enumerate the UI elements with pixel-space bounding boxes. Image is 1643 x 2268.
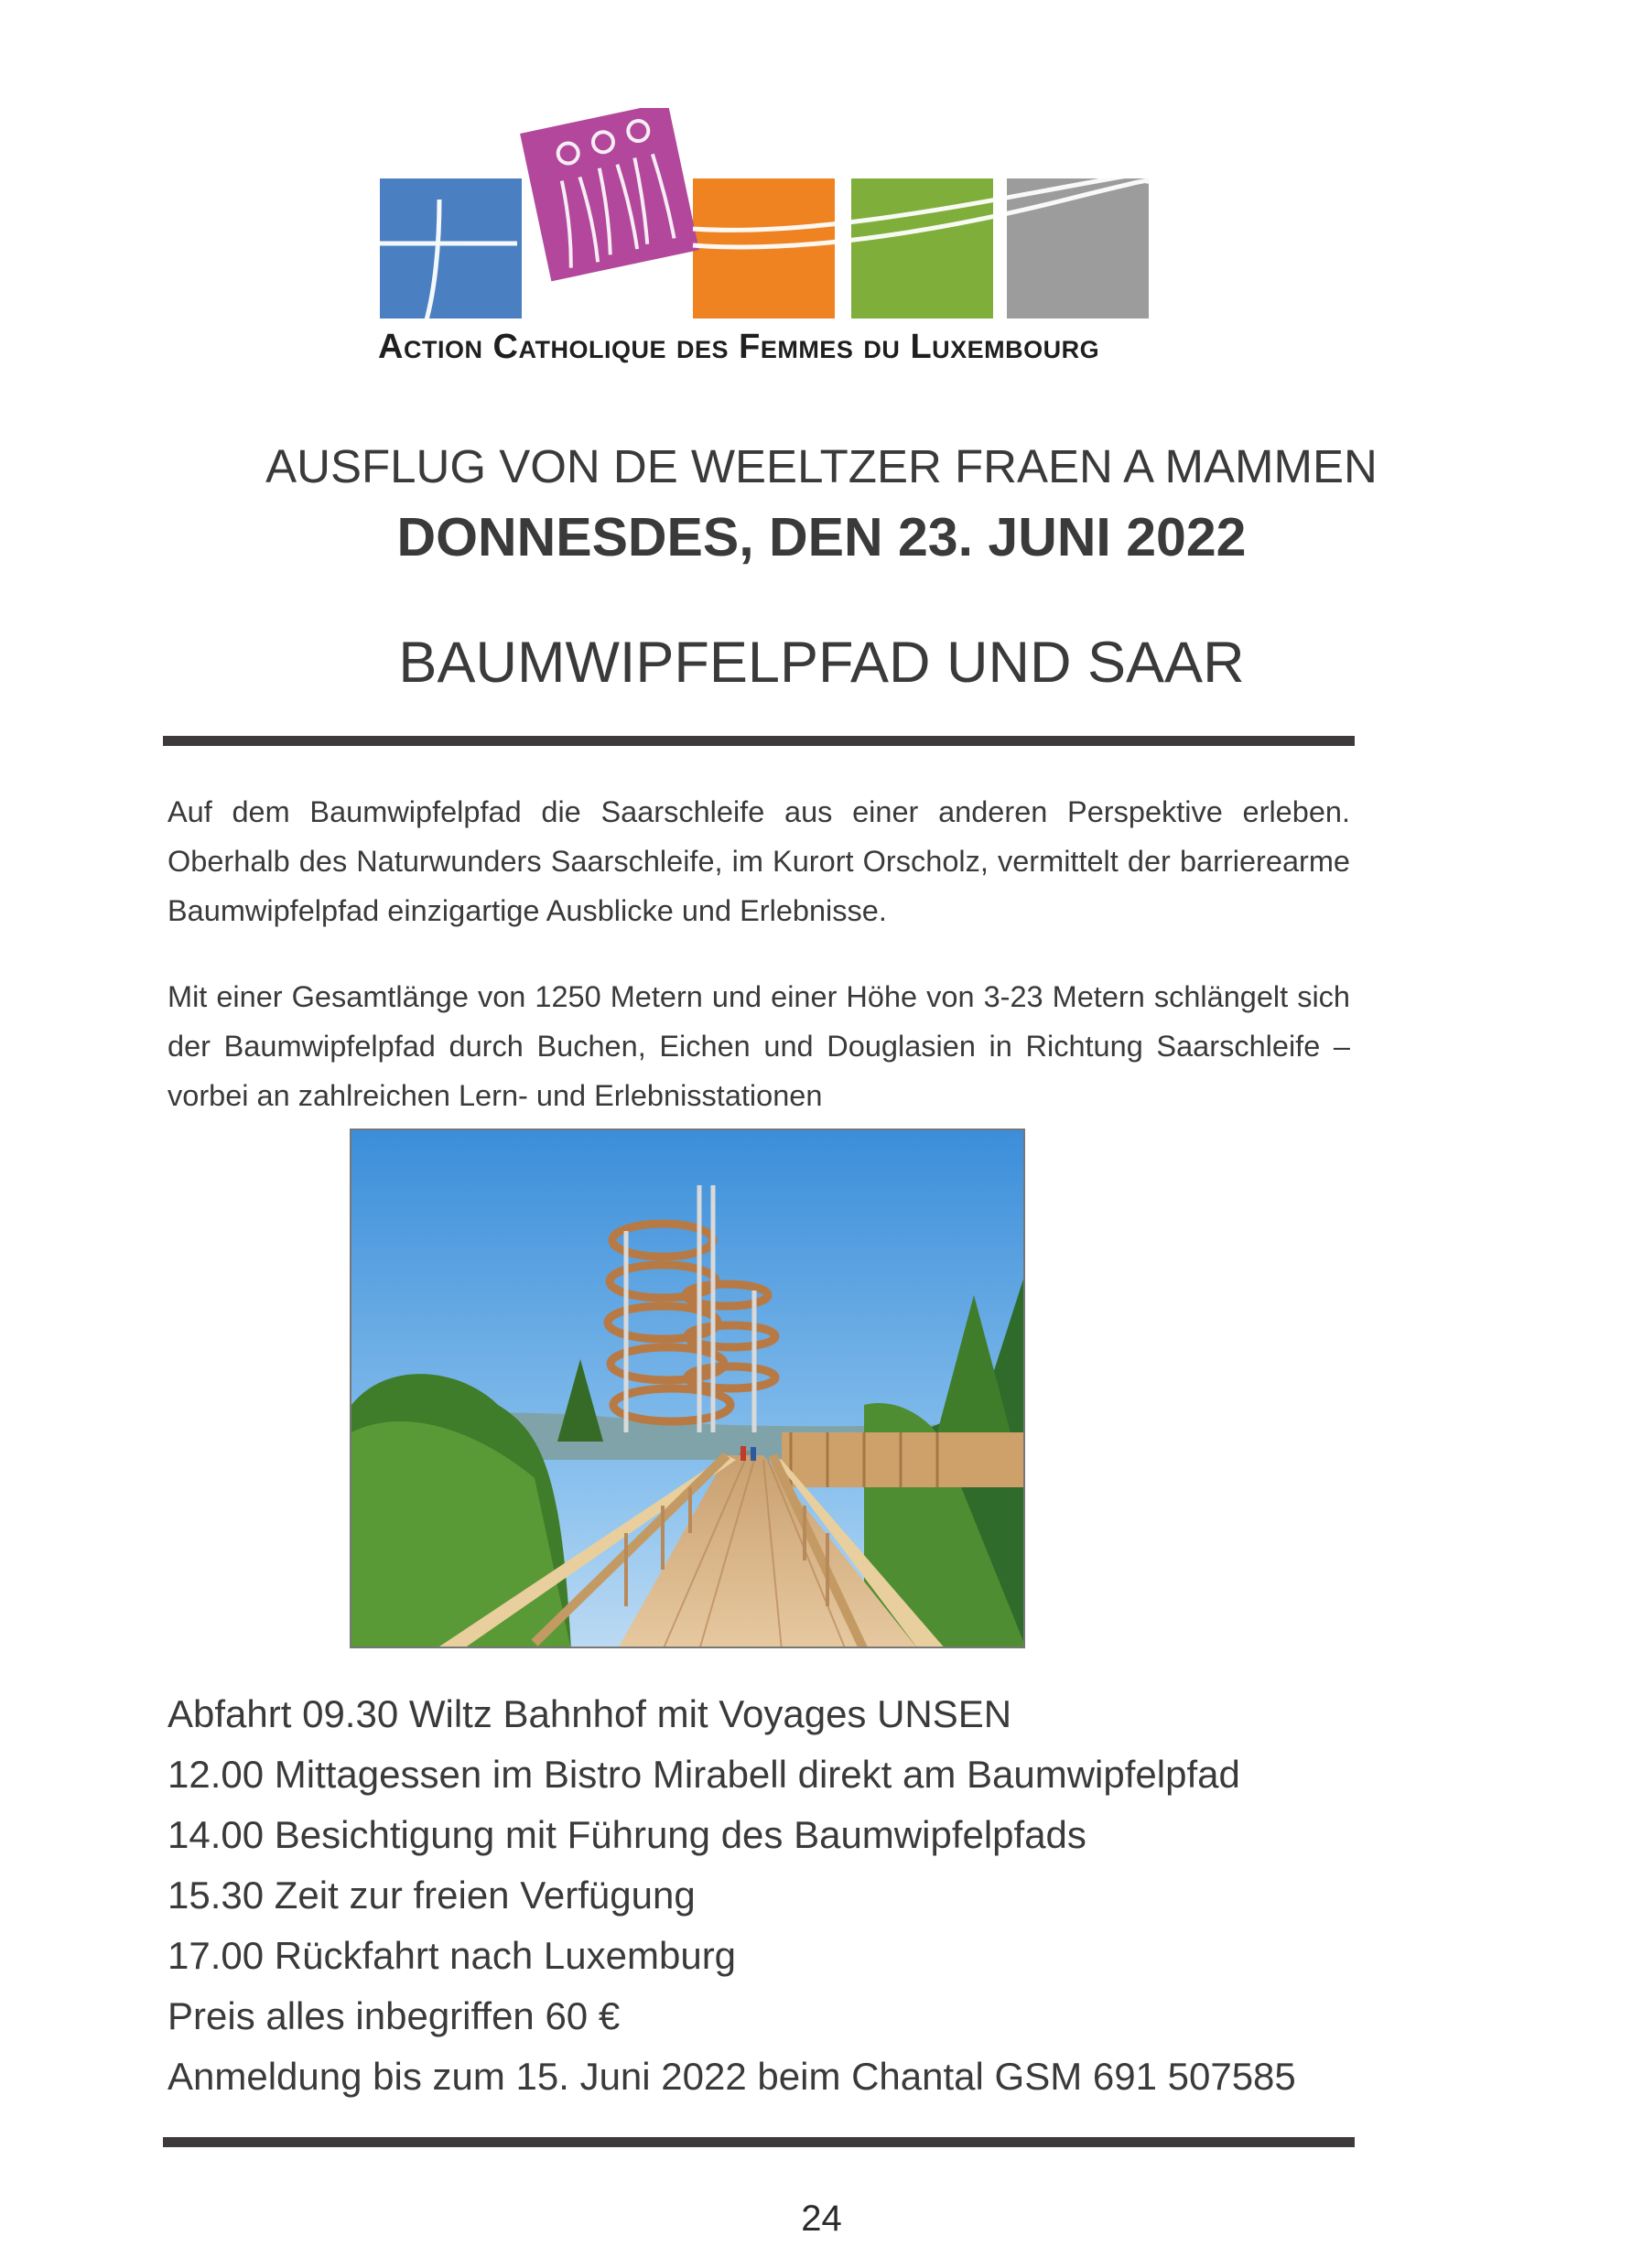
organization-logo [371, 108, 1149, 383]
org-name-word-3: Femmes du [739, 328, 911, 366]
page-number: 24 [801, 2198, 842, 2239]
org-name-word-1: Action [378, 328, 493, 366]
schedule-item-lunch: 12.00 Mittagessen im Bistro Mirabell direkt am Baumwipfelpfad [168, 1753, 1240, 1796]
logo-magenta-square [520, 108, 699, 281]
logo-gray-square [1007, 178, 1149, 319]
schedule-item-registration: Anmeldung bis zum 15. Juni 2022 beim Chantal GSM 691 507585 [168, 2055, 1296, 2098]
trip-schedule [168, 1684, 1296, 2107]
organization-name [371, 328, 1149, 367]
logo-graphic [371, 108, 1149, 319]
schedule-item-free-time: 15.30 Zeit zur freien Verfügung [168, 1874, 696, 1917]
excursion-subtitle: AUSFLUG VON DE WEELTZER FRAEN A MAMMEN [265, 440, 1378, 492]
description-paragraph-1: Auf dem Baumwipfelpfad die Saarschleife aus einer anderen Perspektive erleben. Oberhalb des Naturwunders Saarschleife, im Kurort Orscholz, vermittelt der barrierearme Baumwipfelpfad einzigartige Ausblicke und Erlebnisse. [168, 795, 1350, 927]
description-paragraph-2: Mit einer Gesamtlänge von 1250 Metern und einer Höhe von 3-23 Metern schlängelt sich der Baumwipfelpfad durch Buchen, Eichen und Douglasien in Richtung Saarschleife – vorbei an zahlreichen Lern- und Erlebnisstationen [168, 980, 1350, 1112]
org-name-word-2: Catholique des [492, 328, 740, 366]
excursion-date: DONNESDES, DEN 23. JUNI 2022 [396, 507, 1247, 567]
top-divider [163, 736, 1355, 746]
schedule-item-guided-tour: 14.00 Besichtigung mit Führung des Baumwipfelpfads [168, 1813, 1086, 1856]
logo-green-square [851, 178, 993, 319]
excursion-title: BAUMWIPFELPFAD UND SAAR [398, 631, 1245, 695]
schedule-item-price: Preis alles inbegriffen 60 € [168, 1994, 621, 2037]
org-name-word-4: Luxembourg [910, 328, 1100, 366]
treetop-walkway-photo [350, 1129, 1025, 1648]
schedule-item-return: 17.00 Rückfahrt nach Luxemburg [168, 1934, 737, 1977]
bottom-divider [163, 2137, 1355, 2147]
logo-blue-square [380, 178, 522, 319]
schedule-item-departure: Abfahrt 09.30 Wiltz Bahnhof mit Voyages UNSEN [168, 1692, 1012, 1735]
